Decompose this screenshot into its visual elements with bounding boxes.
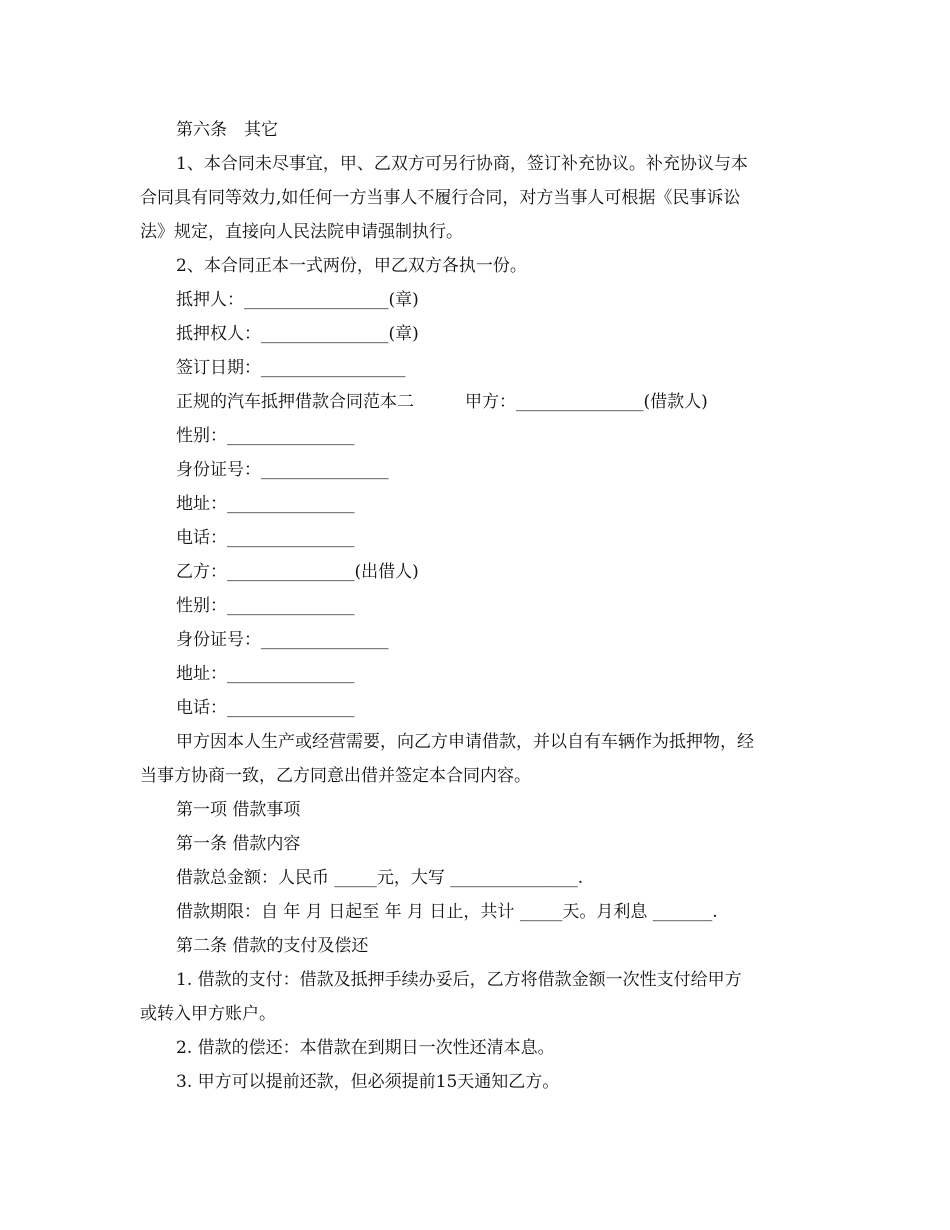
section-heading: 第六条 其它 — [176, 120, 278, 140]
clause-text: 2. 借款的偿还：本借款在到期日一次性还清本息。 — [176, 1038, 555, 1058]
form-field: 电话：_______________ — [176, 698, 355, 718]
date-field: 签订日期：_________________ — [176, 358, 406, 378]
clause-text: 借款总金额：人民币 _____元，大写 _______________. — [176, 868, 584, 888]
paragraph-text: 甲方因本人生产或经营需要，向乙方申请借款，并以自有车辆作为抵押物，经 — [176, 732, 754, 752]
section-heading: 第一条 借款内容 — [176, 834, 301, 854]
clause-text: 1、本合同未尽事宜，甲、乙双方可另行协商，签订补充协议。补充协议与本 — [176, 154, 748, 174]
section-heading: 第一项 借款事项 — [176, 800, 301, 820]
signature-field: 抵押权人：_______________(章) — [176, 324, 419, 344]
clause-text: 或转入甲方账户。 — [140, 1004, 276, 1024]
form-field: 地址：_______________ — [176, 664, 355, 684]
signature-field: 抵押人：_________________(章) — [176, 290, 419, 310]
clause-text: 法》规定，直接向人民法院申请强制执行。 — [140, 222, 463, 242]
clause-text: 3. 甲方可以提前还款，但必须提前15天通知乙方。 — [176, 1072, 560, 1092]
party-b-field: 乙方：_______________(出借人) — [176, 562, 419, 582]
clause-text: 借款期限：自 年 月 日起至 年 月 日止，共计 _____天。月利息 _______. — [176, 902, 718, 922]
form-field: 性别：_______________ — [176, 426, 355, 446]
form-field: 电话：_______________ — [176, 528, 355, 548]
template-title-party-a: 正规的汽车抵押借款合同范本二 甲方：_______________(借款人) — [176, 392, 708, 412]
form-field: 性别：_______________ — [176, 596, 355, 616]
paragraph-text: 当事方协商一致，乙方同意出借并签定本合同内容。 — [140, 766, 531, 786]
clause-text: 2、本合同正本一式两份，甲乙双方各执一份。 — [176, 256, 527, 276]
form-field: 地址：_______________ — [176, 494, 355, 514]
clause-text: 1. 借款的支付：借款及抵押手续办妥后，乙方将借款金额一次性支付给甲方 — [176, 970, 742, 990]
section-heading: 第二条 借款的支付及偿还 — [176, 936, 369, 956]
clause-text: 合同具有同等效力,如任何一方当事人不履行合同，对方当事人可根据《民事诉讼 — [140, 188, 741, 208]
form-field: 身份证号：_______________ — [176, 460, 389, 480]
form-field: 身份证号：_______________ — [176, 630, 389, 650]
